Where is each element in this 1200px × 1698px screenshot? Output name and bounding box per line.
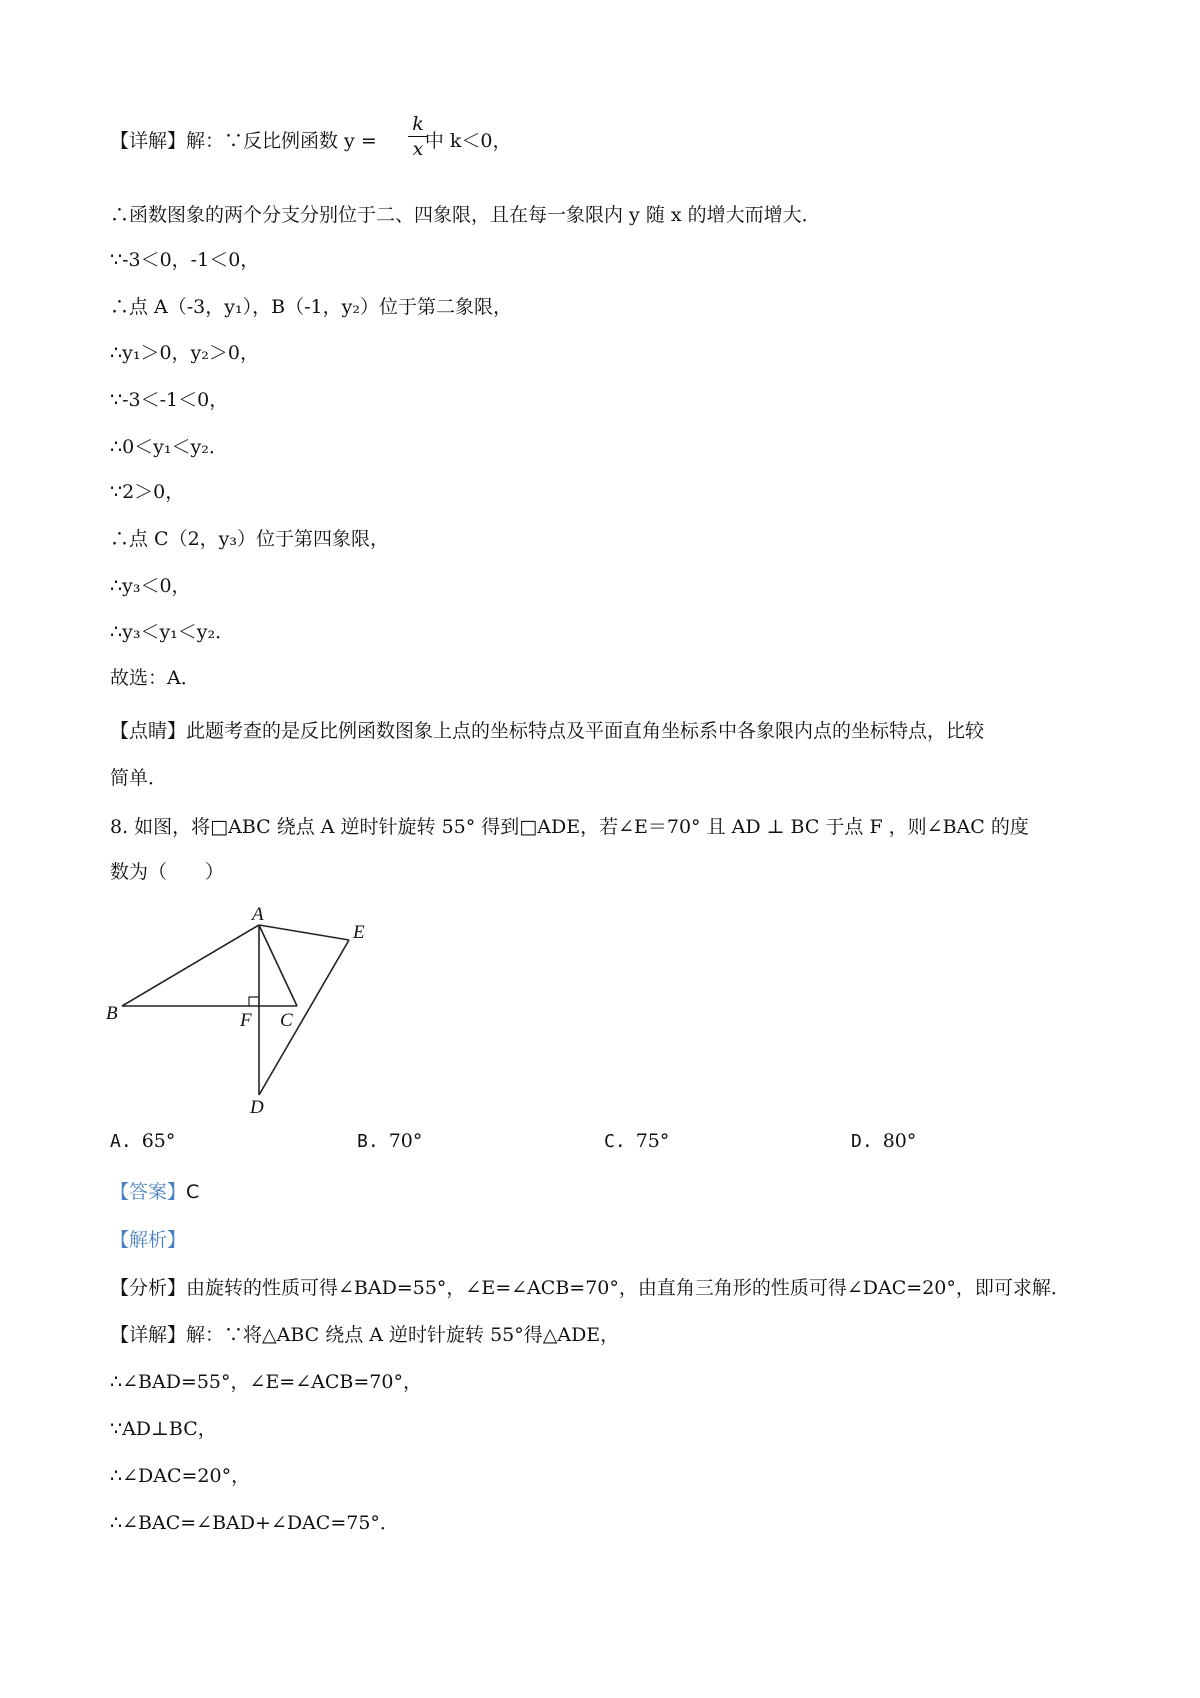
label-f: F (240, 1010, 252, 1031)
solution-line-4: ∵AD⊥BC， (110, 1418, 217, 1440)
segment-ab (122, 925, 259, 1006)
option-a (110, 1130, 175, 1152)
detail-line-2: ∴函数图象的两个分支分别位于二、四象限，且在每一象限内 y 随 x 的增大而增大． (110, 204, 821, 226)
detail-line-1-pre: 【详解】解：∵反比例函数 y = (110, 130, 377, 152)
answer-label: 【答案】 (110, 1181, 187, 1203)
option-b-value: 70° (388, 1130, 423, 1152)
remark-line-2: 简单． (110, 767, 168, 789)
option-d-value: 80° (882, 1130, 917, 1152)
fraction-bar (408, 136, 428, 137)
detail-line-11: ∴y₃＜y₁＜y₂． (110, 621, 235, 643)
solution-line-5: ∴∠DAC=20°， (110, 1465, 251, 1487)
fraction-k-over-x (408, 113, 428, 160)
option-d (851, 1130, 916, 1152)
segment-ac (259, 925, 297, 1006)
label-e: E (353, 922, 365, 943)
answer-value: C (186, 1181, 200, 1203)
detail-line-8: ∵2＞0， (110, 481, 185, 503)
detail-line-12: 故选：A． (110, 667, 200, 689)
option-b-letter: B. (357, 1131, 379, 1152)
option-b (357, 1130, 422, 1152)
question-8-line-1: 8. 如图，将□ABC 绕点 A 逆时针旋转 55° 得到□ADE，若∠E＝70° 且 AD ⊥ BC 于点 F ，则∠BAC 的度 (110, 816, 1029, 838)
label-d: D (250, 1097, 264, 1115)
option-c (604, 1130, 669, 1152)
segment-ae (259, 925, 349, 940)
label-b: B (106, 1003, 118, 1024)
fraction-numerator: k (412, 113, 424, 135)
right-angle-mark (249, 997, 259, 1006)
detail-line-10: ∴y₃＜0， (110, 575, 191, 597)
detail-line-7: ∴0＜y₁＜y₂． (110, 436, 228, 458)
option-a-value: 65° (141, 1130, 176, 1152)
detail-line-6: ∵-3＜-1＜0， (110, 389, 229, 411)
label-c: C (280, 1010, 293, 1031)
detail-line-3: ∵-3＜0，-1＜0， (110, 249, 260, 271)
solution-line-1: 【分析】由旋转的性质可得∠BAD=55°，∠E=∠ACB=70°，由直角三角形的性质可得∠DAC=20°，即可求解． (110, 1277, 1070, 1299)
question-8-line-2: 数为（ ） (110, 861, 225, 883)
solution-line-3: ∴∠BAD=55°，∠E=∠ACB=70°， (110, 1371, 422, 1393)
remark-line-1: 【点睛】此题考查的是反比例函数图象上点的坐标特点及平面直角坐标系中各象限内点的坐标特点，比较 (110, 720, 985, 742)
detail-line-4: ∴点 A（-3，y₁），B（-1，y₂）位于第二象限， (110, 296, 512, 318)
detail-line-9: ∴点 C（2，y₃）位于第四象限， (110, 528, 390, 550)
option-c-value: 75° (635, 1130, 670, 1152)
option-c-letter: C. (604, 1131, 626, 1152)
analysis-label: 【解析】 (110, 1229, 187, 1251)
detail-line-1-post: 中 k＜0， (424, 130, 512, 152)
option-a-letter: A. (110, 1131, 132, 1152)
detail-line-1 (110, 129, 511, 153)
rotation-figure (100, 895, 390, 1115)
fraction-denominator: x (412, 138, 424, 160)
detail-line-5: ∴y₁＞0，y₂＞0， (110, 342, 259, 364)
segment-de (259, 940, 349, 1095)
option-d-letter: D. (851, 1131, 873, 1152)
label-a: A (252, 904, 264, 925)
solution-line-2: 【详解】解：∵将△ABC 绕点 A 逆时针旋转 55°得△ADE， (110, 1324, 620, 1346)
answer-line (110, 1180, 199, 1204)
solution-line-6: ∴∠BAC=∠BAD+∠DAC=75°． (110, 1512, 399, 1534)
